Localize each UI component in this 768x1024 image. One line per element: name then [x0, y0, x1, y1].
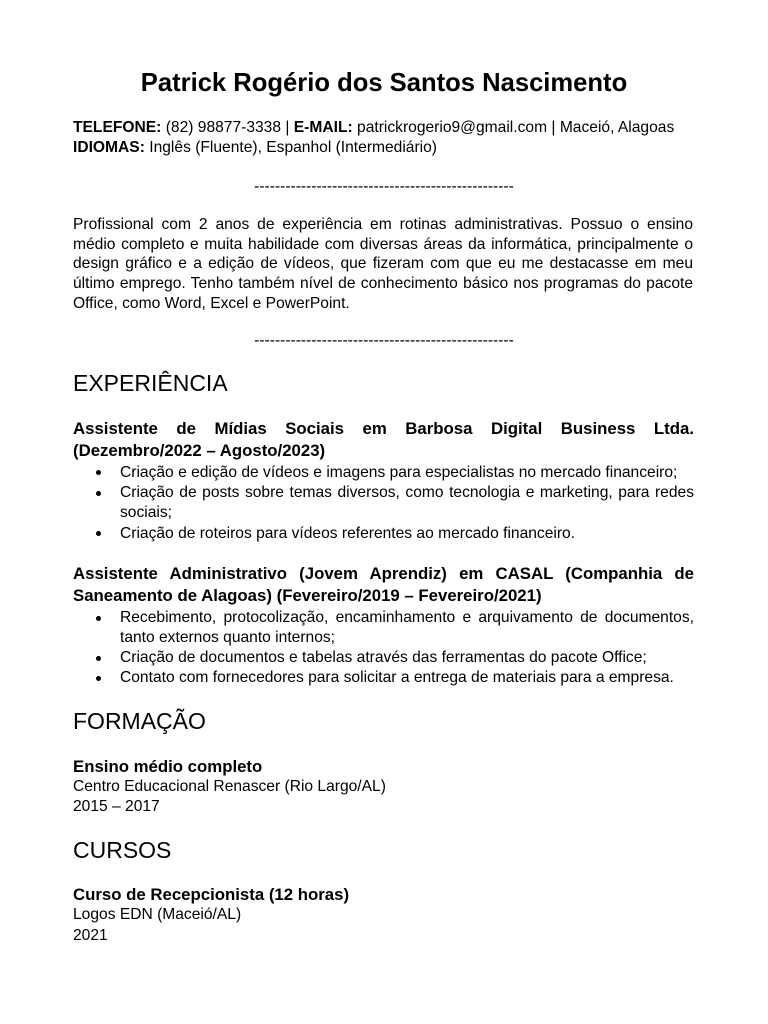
section-heading-courses: CURSOS — [73, 837, 172, 863]
email-label: E-MAIL: — [293, 119, 353, 136]
bullet-text: Criação de posts sobre temas diversos, como tecnologia e marketing, para redes sociais; — [120, 484, 694, 522]
location-value: Maceió, Alagoas — [559, 119, 675, 136]
bullet-item — [73, 463, 694, 483]
job-bullets — [73, 463, 693, 544]
bullet-icon — [96, 676, 101, 681]
resume-name: Patrick Rogério dos Santos Nascimento — [140, 69, 628, 97]
job-title: Assistente de Mídias Sociais em Barbosa Digital Business Ltda. (Dezembro/2022 – Agosto/2023) — [73, 419, 694, 460]
contact-block — [73, 118, 693, 158]
bullet-icon — [96, 531, 101, 536]
bullet-icon — [96, 656, 101, 661]
summary-paragraph: Profissional com 2 anos de experiência em rotinas administrativas. Possuo o ensino médio completo e muita habilidade com diversas áreas da informática, principalmente o design gráfico e a edição de vídeos, que fizeram com que eu me destacasse em meu último emprego. Tenho também nível de conhecimento básico nos programas do pacote Office, como Word, Excel e PowerPoint. — [73, 216, 693, 312]
education-institution: Centro Educacional Renascer (Rio Largo/AL) — [73, 778, 386, 795]
course-period: 2021 — [73, 927, 108, 944]
job-bullets — [73, 608, 693, 688]
bullet-item — [73, 524, 694, 544]
separator: | — [551, 119, 556, 136]
bullet-item — [73, 608, 694, 648]
bullet-text: Criação de documentos e tabelas através das ferramentas do pacote Office; — [120, 649, 647, 666]
bullet-icon — [96, 616, 101, 621]
course-institution: Logos EDN (Maceió/AL) — [73, 906, 242, 923]
divider: -------------------------------------------------- — [254, 332, 514, 349]
education-title: Ensino médio completo — [73, 757, 263, 776]
course-title: Curso de Recepcionista (12 horas) — [73, 885, 350, 904]
section-heading-experience: EXPERIÊNCIA — [73, 370, 228, 396]
bullet-list — [73, 463, 694, 544]
bullet-icon — [96, 470, 101, 475]
bullet-text: Contato com fornecedores para solicitar a entrega de materiais para a empresa. — [120, 669, 674, 686]
bullet-item — [73, 483, 694, 524]
bullet-text: Criação e edição de vídeos e imagens para especialistas no mercado financeiro; — [120, 463, 678, 481]
phone-label: TELEFONE: — [73, 119, 162, 136]
bullet-text: Criação de roteiros para vídeos referentes ao mercado financeiro. — [120, 524, 576, 542]
languages-label: IDIOMAS: — [73, 139, 145, 156]
bullet-list — [73, 608, 694, 688]
languages-line — [73, 138, 693, 158]
section-heading-education: FORMAÇÃO — [73, 708, 206, 734]
contact-line — [73, 118, 693, 138]
bullet-item — [73, 668, 694, 688]
education-period: 2015 – 2017 — [73, 798, 160, 815]
email-value: patrickrogerio9@gmail.com — [357, 119, 548, 136]
bullet-icon — [96, 491, 101, 496]
divider: -------------------------------------------------- — [254, 178, 514, 195]
job-title: Assistente Administrativo (Jovem Aprendiz) em CASAL (Companhia de Saneamento de Alagoas) (Fevereiro/2019 – Fevereiro/2021) — [73, 564, 694, 605]
phone-value: (82) 98877-3338 — [165, 119, 282, 136]
separator: | — [285, 119, 290, 136]
bullet-text: Recebimento, protocolização, encaminhamento e arquivamento de documentos, tanto externos quanto internos; — [120, 609, 694, 646]
bullet-item — [73, 648, 694, 668]
languages-value: Inglês (Fluente), Espanhol (Intermediário) — [149, 139, 438, 156]
